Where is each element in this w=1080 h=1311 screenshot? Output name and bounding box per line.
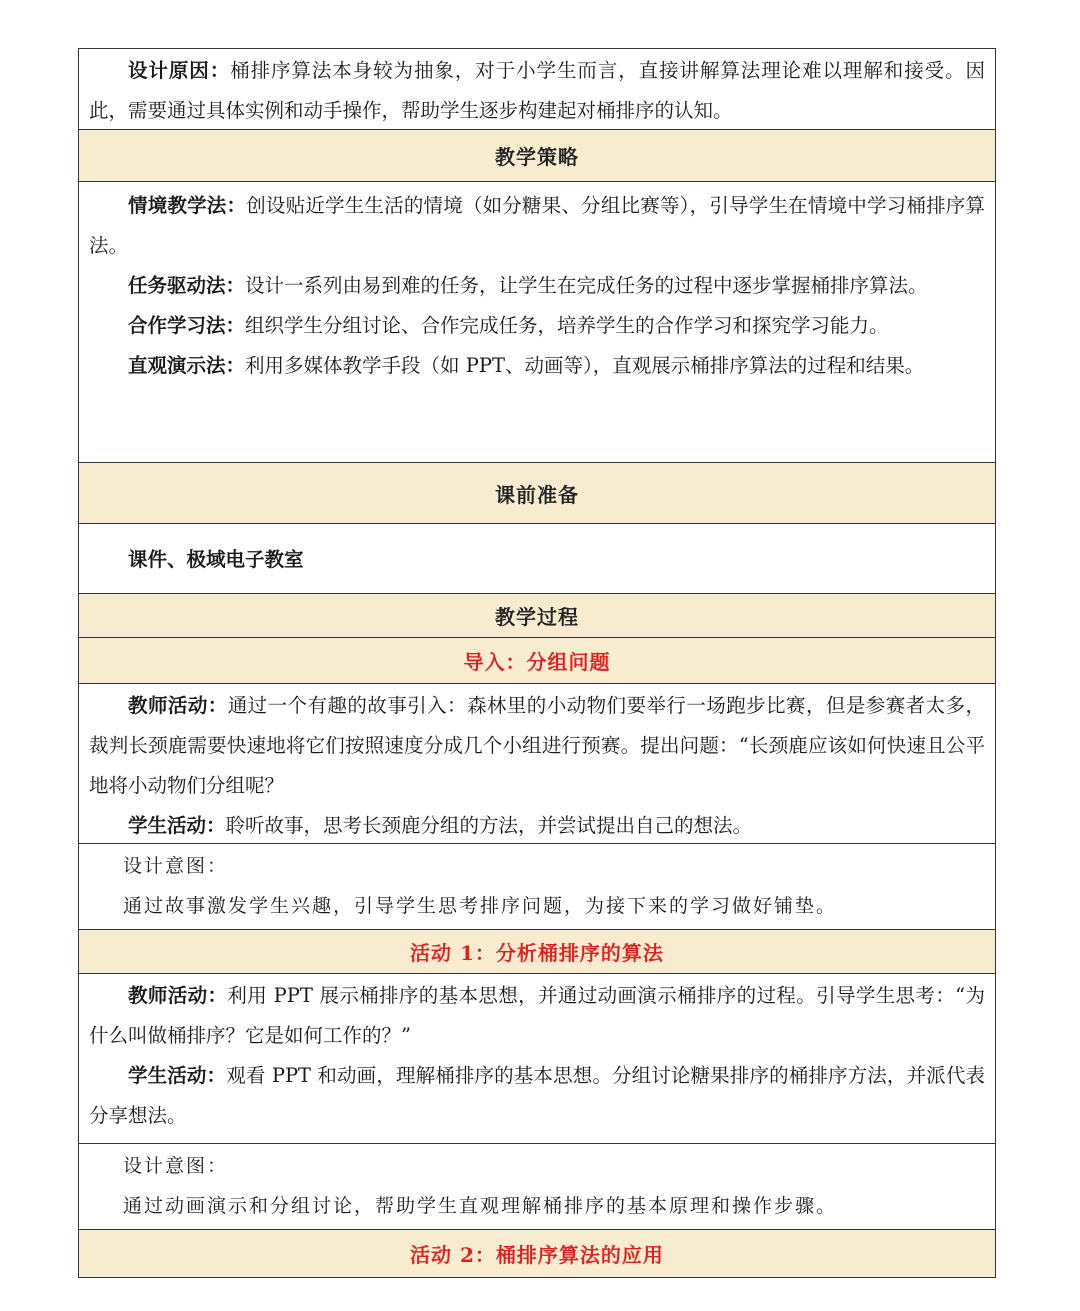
activity1-student-text: 观看 PPT 和动画，理解桶排序的基本思想。分组讨论糖果排序的桶排序方法，并派代表分享想法。 xyxy=(89,1064,985,1127)
strategy-title: 教学策略 xyxy=(495,145,579,169)
prep-text: 课件、极域电子教室 xyxy=(128,547,304,571)
activity2-header xyxy=(79,1229,995,1277)
strategy-item xyxy=(89,186,985,266)
activity1-title: 活动 1：分析桶排序的算法 xyxy=(410,941,664,965)
strategy-item-text: 创设贴近学生生活的情境（如分糖果、分组比赛等），引导学生在情境中学习桶排序算法。 xyxy=(89,194,985,257)
intro-title: 导入：分组问题 xyxy=(463,650,611,674)
intro-content xyxy=(79,683,995,843)
activity1-intent xyxy=(79,1143,995,1229)
activity1-intent-label: 设计意图： xyxy=(123,1155,229,1177)
strategy-item xyxy=(89,346,985,386)
intro-intent-text: 通过故事激发学生兴趣，引导学生思考排序问题，为接下来的学习做好铺垫。 xyxy=(123,895,838,917)
activity1-intent-text: 通过动画演示和分组讨论，帮助学生直观理解桶排序的基本原理和操作步骤。 xyxy=(123,1195,838,1217)
activity1-teacher-activity xyxy=(89,976,985,1056)
strategy-item-label: 情境教学法： xyxy=(128,194,247,217)
strategy-header xyxy=(79,129,995,181)
design-reason-label: 设计原因： xyxy=(128,59,231,82)
process-header xyxy=(79,593,995,637)
intro-header xyxy=(79,637,995,683)
design-reason-text: 桶排序算法本身较为抽象，对于小学生而言，直接讲解算法理论难以理解和接受。因此，需要通过具体实例和动手操作，帮助学生逐步构建起对桶排序的认知。 xyxy=(89,59,985,122)
intro-teacher-label: 教师活动： xyxy=(128,694,228,717)
intro-student-label: 学生活动： xyxy=(128,814,226,837)
intro-student-text: 聆听故事，思考长颈鹿分组的方法，并尝试提出自己的想法。 xyxy=(225,814,753,837)
intro-teacher-text: 通过一个有趣的故事引入：森林里的小动物们要举行一场跑步比赛，但是参赛者太多，裁判长颈鹿需要快速地将它们按照速度分成几个小组进行预赛。提出问题：“长颈鹿应该如何快速且公平地将小动物们分组呢？ xyxy=(89,694,985,797)
process-title: 教学过程 xyxy=(495,605,579,629)
activity1-header xyxy=(79,929,995,973)
strategy-item-text: 组织学生分组讨论、合作完成任务，培养学生的合作学习和探究学习能力。 xyxy=(245,314,889,337)
design-reason-paragraph xyxy=(89,51,985,131)
intro-student-activity xyxy=(89,806,985,846)
strategy-item-label: 直观演示法： xyxy=(128,354,246,377)
activity1-content xyxy=(79,973,995,1143)
strategy-item xyxy=(89,306,985,346)
activity1-teacher-text: 利用 PPT 展示桶排序的基本思想，并通过动画演示桶排序的过程。引导学生思考：“为什么叫做桶排序？它是如何工作的？” xyxy=(89,984,985,1047)
strategy-item-label: 任务驱动法： xyxy=(128,274,246,297)
prep-title: 课前准备 xyxy=(495,482,579,507)
prep-content xyxy=(79,523,995,593)
activity1-student-label: 学生活动： xyxy=(128,1064,227,1087)
strategy-item-text: 设计一系列由易到难的任务，让学生在完成任务的过程中逐步掌握桶排序算法。 xyxy=(245,274,928,297)
strategy-content xyxy=(79,181,995,462)
lesson-plan-table xyxy=(78,48,996,1278)
activity1-teacher-label: 教师活动： xyxy=(128,984,228,1007)
activity2-title: 活动 2：桶排序算法的应用 xyxy=(410,1243,664,1267)
intro-intent xyxy=(79,843,995,929)
intro-teacher-activity xyxy=(89,686,985,806)
intro-intent-label: 设计意图： xyxy=(123,855,229,877)
activity1-student-activity xyxy=(89,1056,985,1136)
prep-header xyxy=(79,462,995,523)
strategy-item xyxy=(89,266,985,306)
strategy-item-label: 合作学习法： xyxy=(128,314,246,337)
strategy-item-text: 利用多媒体教学手段（如 PPT、动画等），直观展示桶排序算法的过程和结果。 xyxy=(245,354,925,377)
design-reason-row xyxy=(79,49,995,129)
